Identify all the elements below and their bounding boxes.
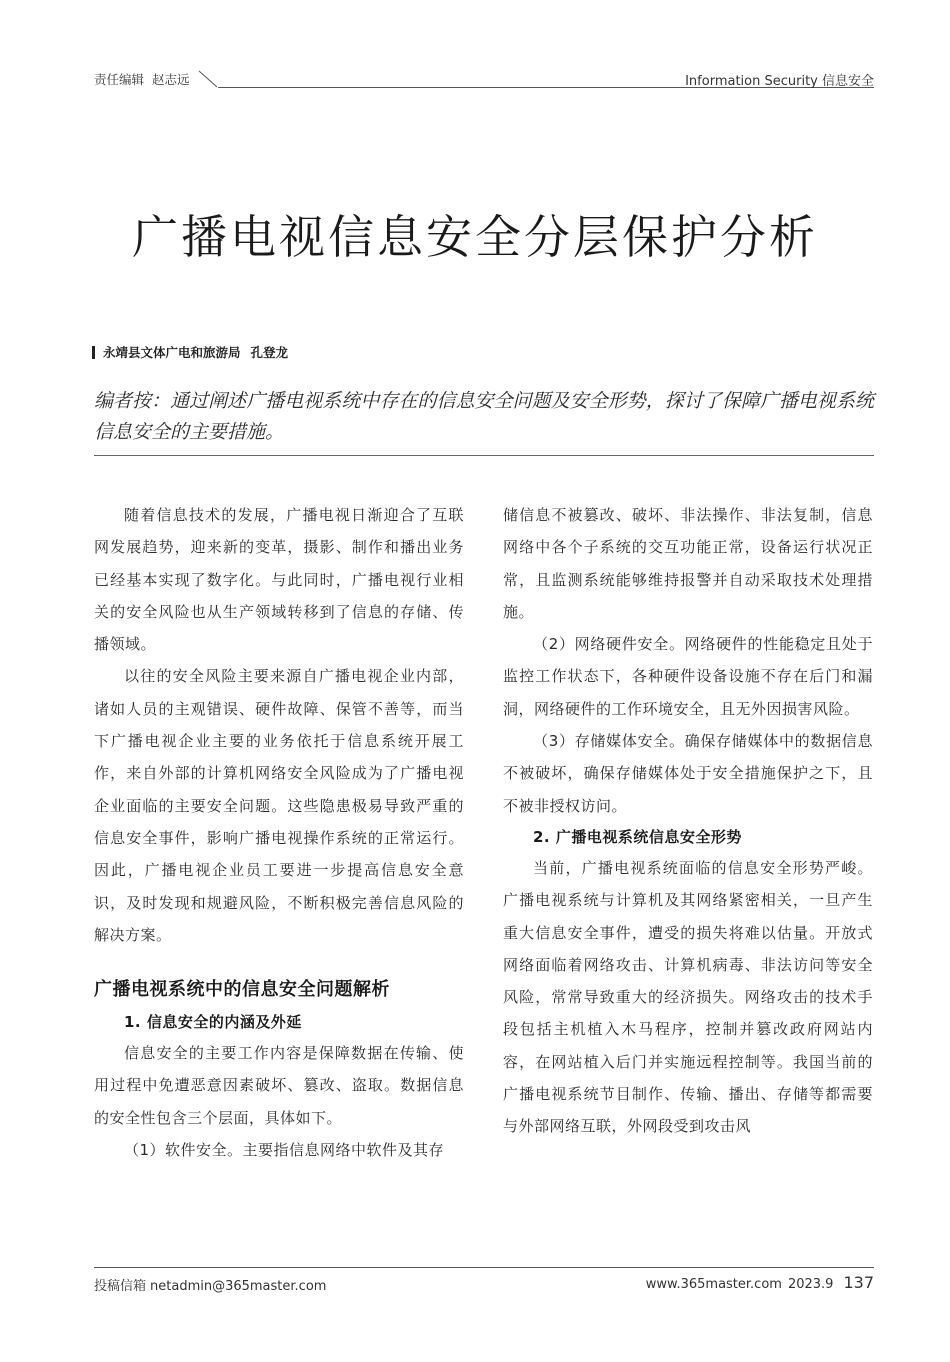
contact-email: netadmin@365master.com bbox=[150, 1279, 327, 1294]
affiliation: 永靖县文体广电和旅游局 bbox=[103, 345, 241, 360]
paragraph: （3）存储媒体安全。确保存储媒体中的数据信息不被破坏，确保存储媒体处于安全措施保护之下，且不被非授权访问。 bbox=[503, 732, 873, 815]
paragraph: 以往的安全风险主要来源自广播电视企业内部，诸如人员的主观错误、硬件故障、保管不善等，而当下广播电视企业主要的业务依托于信息系统开展工作，来自外部的计算机网络安全风险成为了广播电视企业面临的主要安全问题。这些隐患极易导致严重的信息安全事件，影响广播电视操作系统的正常运行。因此，广播电视企业员工要进一步提高信息安全意识，及时发现和规避风险，不断积极完善信息风险的解决方案。 bbox=[94, 667, 464, 944]
contact-label: 投稿信箱 bbox=[94, 1279, 147, 1294]
byline bbox=[92, 343, 288, 361]
footer-rule bbox=[94, 1267, 874, 1268]
section-heading: 广播电视系统中的信息安全问题解析 bbox=[94, 979, 390, 1001]
author: 孔登龙 bbox=[250, 345, 289, 360]
paragraph: 随着信息技术的发展，广播电视日渐迎合了互联网发展趋势，迎来新的变革，摄影、制作和播出业务已经基本实现了数字化。与此同时，广播电视行业相关的安全风险也从生产领域转移到了信息的存储、传播领域。 bbox=[94, 506, 464, 654]
editor-name: 赵志远 bbox=[152, 72, 190, 87]
subheading: 1. 信息安全的内涵及外延 bbox=[124, 1013, 302, 1032]
paragraph: （1）软件安全。主要指信息网络中软件及其存 bbox=[124, 1141, 445, 1160]
paragraph: 储信息不被篡改、破坏、非法操作、非法复制，信息网络中各个子系统的交互功能正常，设备运行状况正常，且监测系统能够维持报警并自动采取技术处理措施。 bbox=[503, 506, 873, 621]
editor-note: 编者按：通过阐述广播电视系统中存在的信息安全问题及安全形势，探讨了保障广播电视系统信息安全的主要措施。 bbox=[94, 390, 874, 443]
subheading: 2. 广播电视系统信息安全形势 bbox=[533, 827, 742, 846]
left-column bbox=[94, 499, 464, 1166]
paragraph: 信息安全的主要工作内容是保障数据在传输、使用过程中免遭恶意因素破坏、篡改、盗取。数据信息的安全性包含三个层面，具体如下。 bbox=[94, 1044, 464, 1127]
article-title: 广播电视信息安全分层保护分析 bbox=[132, 209, 818, 264]
header-slash-divider bbox=[197, 70, 221, 88]
column-name: Information Security 信息安全 bbox=[685, 74, 874, 89]
running-header-editor bbox=[94, 70, 190, 88]
paragraph: 当前，广播电视系统面临的信息安全形势严峻。广播电视系统与计算机及其网络紧密相关，一旦产生重大信息安全事件，遭受的损失将难以估量。开放式网络面临着网络攻击、计算机病毒、非法访问等安全风险，常常导致重大的经济损失。网络攻击的技术手段包括主机植入木马程序，控制并篡改政府网站内容，在网站植入后门并实施远程控制等。我国当前的广播电视系统节目制作、传输、播出、存储等都需要与外部网络互联，外网段受到攻击风 bbox=[503, 858, 873, 1136]
paragraph: （2）网络硬件安全。网络硬件的性能稳定且处于监控工作状态下，各种硬件设备设施不存在后门和漏洞，网络硬件的工作环境安全，且无外因损害风险。 bbox=[503, 635, 873, 718]
issue: 2023.9 bbox=[787, 1277, 834, 1292]
footer-contact bbox=[94, 1275, 326, 1294]
right-column bbox=[503, 499, 873, 1143]
byline-marker bbox=[92, 346, 95, 359]
abstract-rule bbox=[94, 455, 874, 456]
footer-publication bbox=[646, 1273, 874, 1292]
website: www.365master.com bbox=[645, 1277, 782, 1292]
page-number: 137 bbox=[843, 1273, 874, 1292]
editor-label: 责任编辑 bbox=[94, 72, 145, 87]
